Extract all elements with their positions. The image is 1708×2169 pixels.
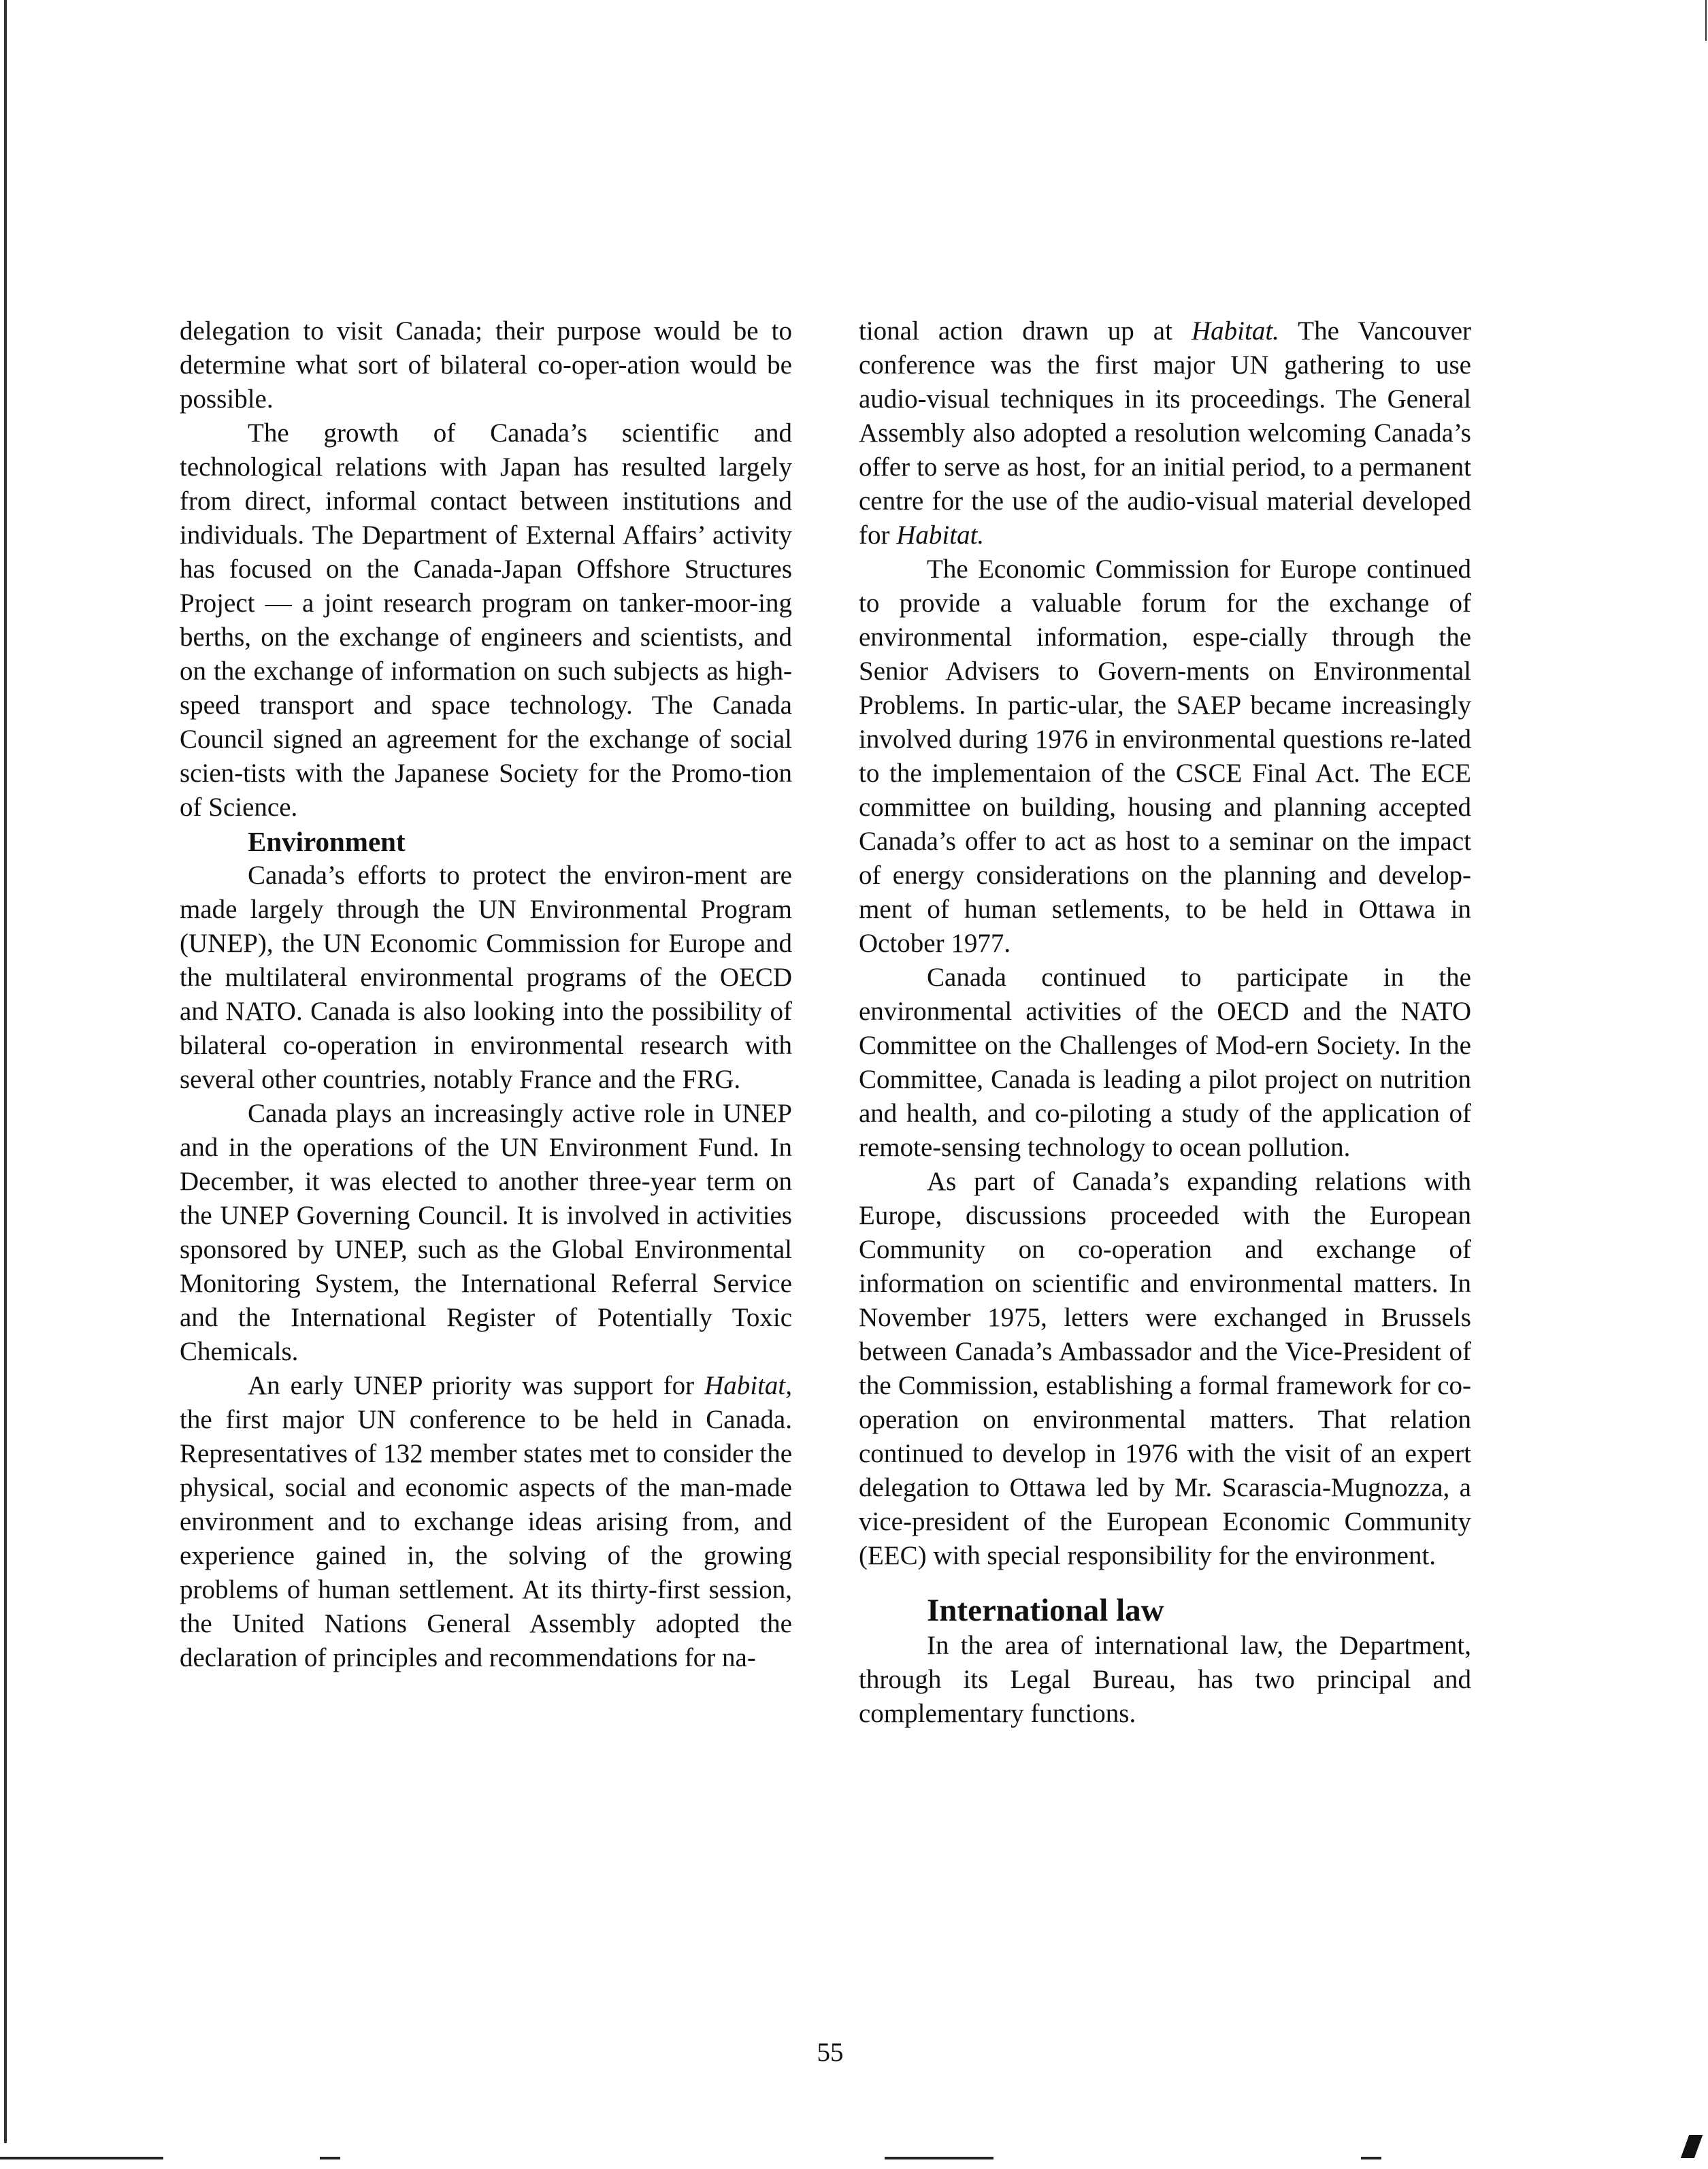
paragraph: Canada’s efforts to protect the environ-ment are made largely through the UN Environmental Program (UNEP), the UN Economic Commission for Europe and the multilateral environmental programs of the OECD and NATO. Canada is also looking into the possibility of bilateral co-operation in environmental research with several other countries, notably France and the FRG.: [180, 861, 792, 1094]
scan-bottom-mark: [320, 2157, 340, 2159]
paragraph: The growth of Canada’s scientific and technological relations with Japan has resulted largely from direct, informal contact between institutions and individuals. The Department of External Affairs’ activity has focused on the Canada-Japan Offshore Structures Project — a joint research program on tanker-moor-ing berths, on the exchange of engineers and scientists, and on the exchange of information on such subjects as high-speed transport and space technology. The Canada Council signed an agreement for the exchange of social scien-tists with the Japanese Society for the Promo-tion of Science.: [180, 418, 792, 822]
text-run: the first major UN conference to be held in Canada. Representatives of 132 member states met to consider the physical, social and economic aspects of the man-made environment and to exchange ideas arising from, and experience gained in, the solving of the growing problems of human settlement. At its thirty-first session, the United Nations General Assembly adopted the declaration of principles and recommendations for na-: [180, 1405, 792, 1672]
paragraph: [180, 1369, 792, 1675]
right-column: [859, 314, 1471, 1731]
italic-title: Habitat.: [1192, 316, 1279, 346]
text-run: An early UNEP priority was support for: [248, 1371, 695, 1400]
italic-title: Habitat,: [704, 1371, 793, 1400]
paragraph: Canada continued to participate in the environmental activities of the OECD and the NATO Committee on the Challenges of Mod-ern Society. In the Committee, Canada is leading a pilot project on nutrition and health, and co-piloting a study of the application of remote-sensing technology to ocean pollution.: [859, 963, 1471, 1162]
paragraph: In the area of international law, the Department, through its Legal Bureau, has two principal and complementary functions.: [859, 1631, 1471, 1728]
paragraph: The Economic Commission for Europe continued to provide a valuable forum for the exchange of environmental information, espe-cially through the Senior Advisers to Govern-ments on Environmental Problems. In partic-ular, the SAEP became increasingly involved during 1976 in environmental questions re-lated to the implementaion of the CSCE Final Act. The ECE committee on building, housing and planning accepted Canada’s offer to act as host to a seminar on the impact of energy considerations on the planning and develop-ment of human setlements, to be held in Ottawa in October 1977.: [859, 554, 1471, 958]
paragraph: As part of Canada’s expanding relations with Europe, discussions proceeded with the European Community on co-operation and exchange of information on scientific and environmental matters. In November 1975, letters were exchanged in Brussels between Canada’s Ambassador and the Vice-President of the Commission, establishing a formal framework for co-operation on environmental matters. That relation continued to develop in 1976 with the visit of an expert delegation to Ottawa led by Mr. Scarascia-Mugnozza, a vice-president of the European Economic Community (EEC) with special responsibility for the environment.: [859, 1167, 1471, 1570]
text-run: tional action drawn up at: [859, 316, 1172, 346]
paragraph: Canada plays an increasingly active role in UNEP and in the operations of the UN Environment Fund. In December, it was elected to another three-year term on the UNEP Governing Council. It is involved in activities sponsored by UNEP, such as the Global Environmental Monitoring System, the International Referral Service and the International Register of Potentially Toxic Chemicals.: [180, 1099, 792, 1366]
text-run: The Vancouver conference was the first major UN gathering to use audio-visual techniques in its proceedings. The General Assembly also adopted a resolution welcoming Canada’s offer to serve as host, for an initial period, to a permanent centre for the use of the audio-visual material developed for: [859, 316, 1472, 550]
left-column: [180, 314, 792, 1675]
scan-bottom-mark: [1361, 2157, 1381, 2159]
section-heading-environment: Environment: [248, 826, 406, 857]
scan-bottom-edge: [0, 2157, 163, 2159]
scan-edge-right: [1705, 0, 1707, 41]
paragraph: [859, 314, 1471, 552]
paragraph: delegation to visit Canada; their purpose would be to determine what sort of bilateral co-oper-ation would be possible.: [180, 316, 792, 414]
section-heading-international-law: International law: [927, 1593, 1164, 1628]
page-number: 55: [817, 2038, 844, 2067]
scan-edge-left: [4, 0, 7, 2143]
italic-title: Habitat.: [896, 520, 985, 550]
scan-corner-mark: [1681, 2135, 1703, 2158]
scan-bottom-mark: [885, 2157, 993, 2159]
